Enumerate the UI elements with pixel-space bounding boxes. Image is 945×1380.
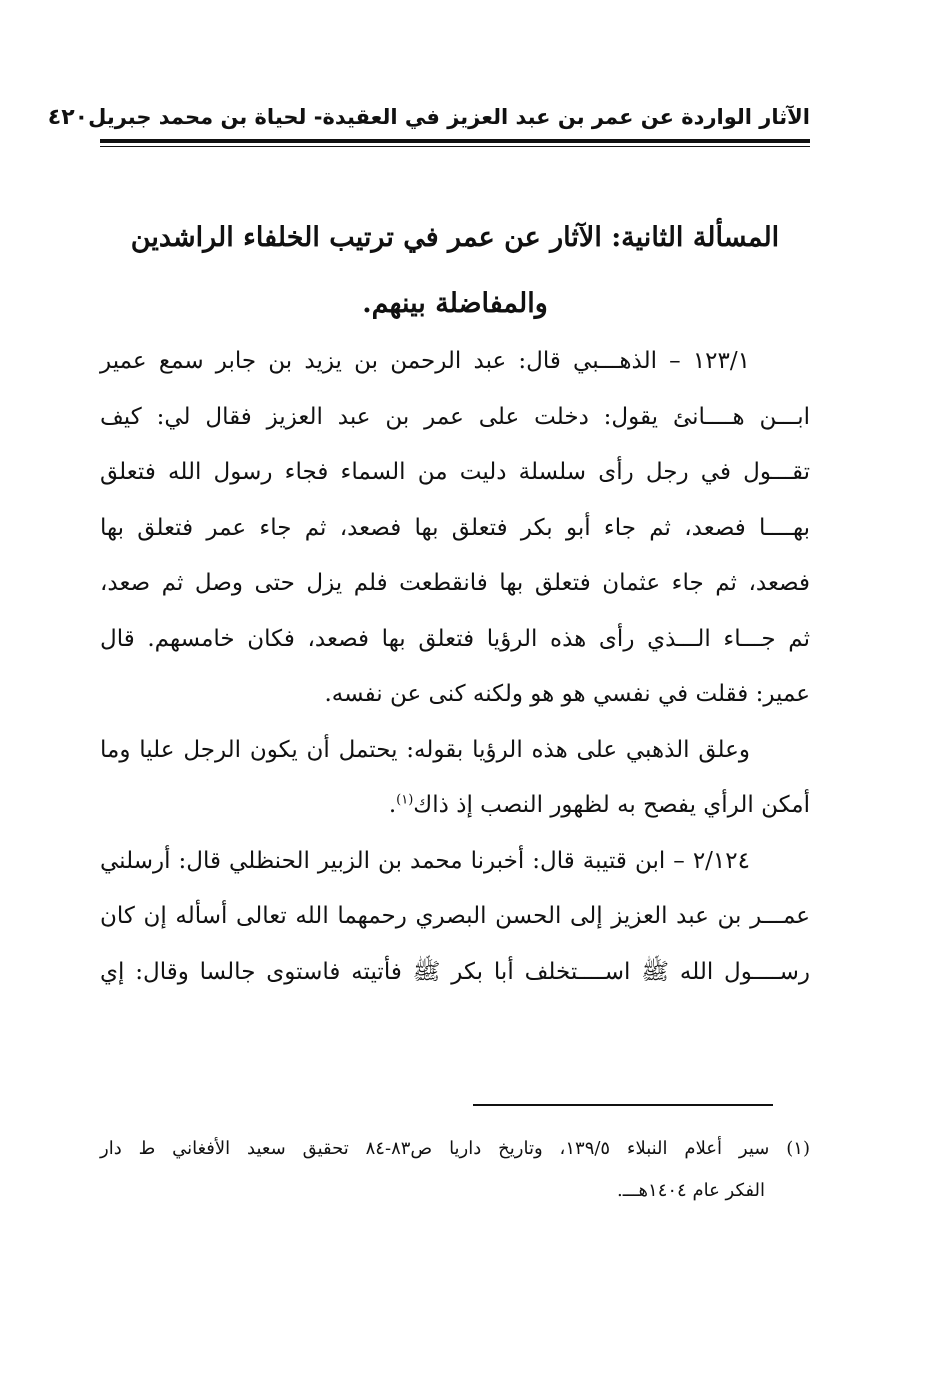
- text-line: ثم جـــاء الـــذي رأى هذه الرؤيا فتعلق بها فصعد، فكان خامسهم. قال: [100, 625, 810, 652]
- text-line: [100, 778, 810, 834]
- running-header: [47, 100, 810, 134]
- narration-paragraph: [100, 834, 810, 1001]
- text-line: عمير: فقلت في نفسي هو هو ولكنه كنى عن نفسه.: [324, 681, 810, 707]
- main-text: [100, 334, 810, 1000]
- header-rule-thick: [100, 139, 810, 143]
- section-heading-line: والمفاضلة بينهم.: [362, 288, 548, 319]
- sentence-end: .: [388, 792, 397, 818]
- text-line: عمـــر بن عبد العزيز إلى الحسن البصري رحمهما الله تعالى أسأله إن كان: [100, 903, 810, 929]
- text-line: ابـــن هــــانئ يقول: دخلت على عمر بن عبد العزيز فقال لي: كيف: [100, 403, 810, 430]
- text-segment: أمكن الرأي يفصح به لظهور النصب إذ ذاك: [413, 792, 810, 818]
- page-number: ٤٢٠: [47, 104, 89, 130]
- footnote-line: الفكر عام ١٤٠٤هـــ.: [617, 1180, 765, 1201]
- text-line: رســــول الله ﷺ اســــتخلف أبا بكر ﷺ فأتيته فاستوى جالسا وقال: إي: [100, 958, 810, 985]
- section-heading: [100, 205, 810, 337]
- footnote-line: (١) سير أعلام النبلاء ١٣٩/٥، وتاريخ داريا ص٨٣-٨٤ تحقيق سعيد الأفغاني ط دار: [100, 1138, 810, 1159]
- footnote-ref[interactable]: (١): [396, 792, 414, 808]
- section-heading-line: المسألة الثانية: الآثار عن عمر في ترتيب الخلفاء الراشدين: [130, 222, 780, 253]
- text-line: بهــــا فصعد، ثم جاء أبو بكر فتعلق بها فصعد، ثم جاء عمر فتعلق بها: [100, 514, 810, 541]
- footnote-separator: [473, 1104, 773, 1106]
- text-line: ٢/١٢٤ – ابن قتيبة قال: أخبرنا محمد بن الزبير الحنظلي قال: أرسلني: [100, 847, 750, 874]
- header-rule-thin: [100, 146, 810, 147]
- text-line: تقـــول في رجل رأى سلسلة دليت من السماء فجاء رسول الله فتعلق: [100, 459, 810, 485]
- commentary-paragraph: [100, 723, 810, 834]
- text-line: ١٢٣/١ – الذهـــبي قال: عبد الرحمن بن يزيد بن جابر سمع عمير: [100, 348, 750, 374]
- footnotes: [100, 1128, 810, 1212]
- text-line: فصعد، ثم جاء عثمان فتعلق بها فانقطعت فلم يزل حتى وصل ثم صعد،: [100, 570, 810, 596]
- text-line: وعلق الذهبي على هذه الرؤيا بقوله: يحتمل أن يكون الرجل عليا وما: [100, 736, 750, 763]
- running-header-title: الآثار الواردة عن عمر بن عبد العزيز في العقيدة- لحياة بن محمد جبريل: [88, 105, 810, 129]
- narration-paragraph: [100, 334, 810, 723]
